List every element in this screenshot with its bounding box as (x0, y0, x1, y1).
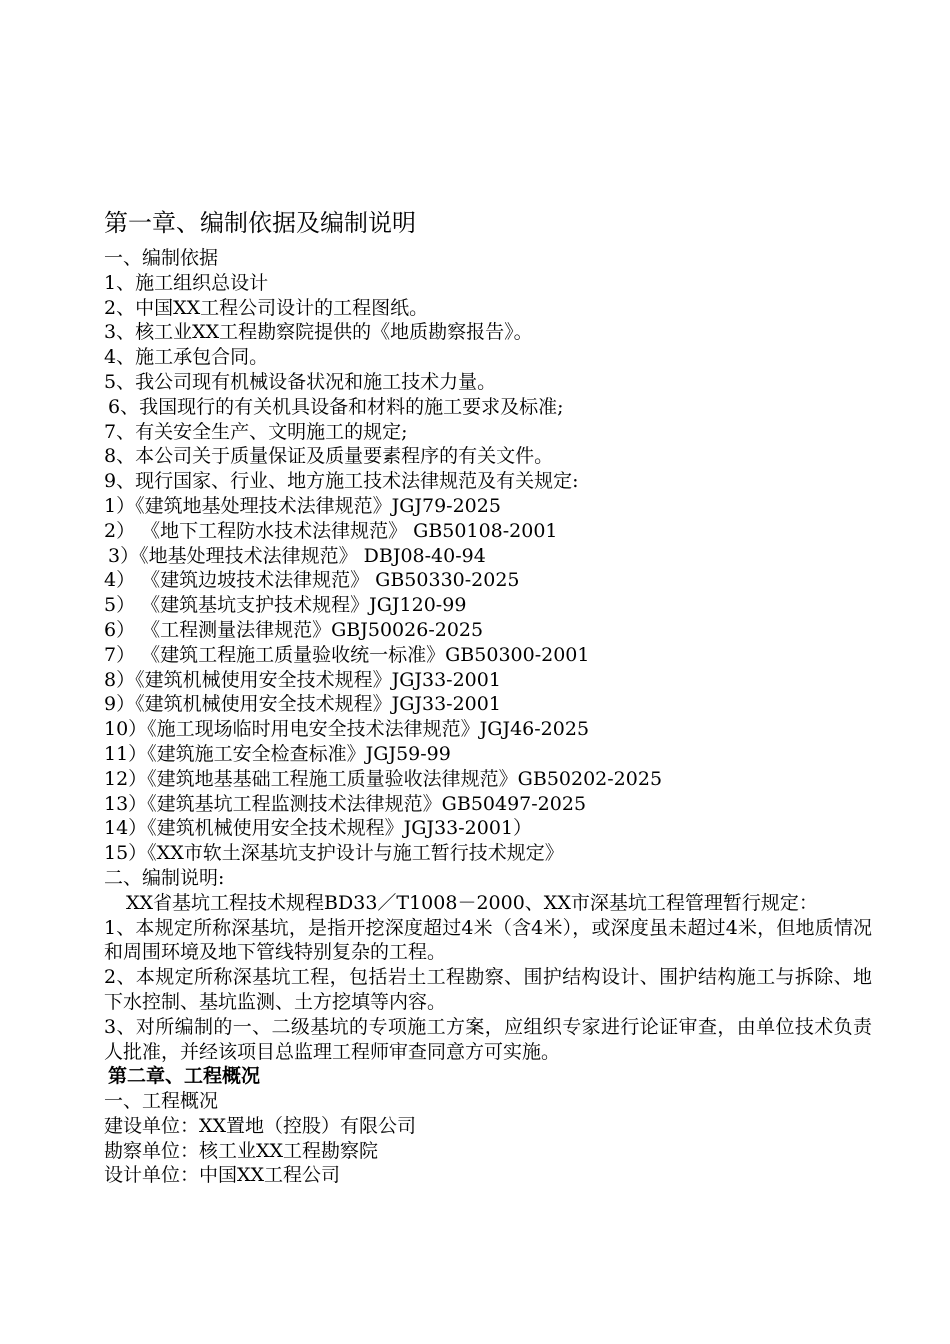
info-line-survey: 勘察单位：核工业XX工程勘察院 (104, 1139, 379, 1162)
section-basis-heading: 一、编制依据 (104, 247, 219, 269)
standard-item: 4） 《建筑边坡技术法律规范》 GB50330-2025 (104, 569, 520, 592)
chapter-1-title: 第一章、编制依据及编制说明 (104, 209, 416, 237)
standard-item: 6） 《工程测量法律规范》GBJ50026-2025 (104, 618, 484, 641)
basis-item: 6、我国现行的有关机具设备和材料的施工要求及标准; (108, 395, 564, 418)
standard-item: 12）《建筑地基基础工程施工质量验收法律规范》GB50202-2025 (104, 767, 663, 790)
section-overview-heading: 一、工程概况 (104, 1090, 219, 1113)
standard-item: 11）《建筑施工安全检查标准》JGJ59-99 (104, 742, 451, 765)
basis-item: 8、本公司关于质量保证及质量要素程序的有关文件。 (104, 445, 554, 468)
standard-item: 8）《建筑机械使用安全技术规程》JGJ33-2001 (104, 668, 501, 691)
explanation-paragraph: 2、本规定所称深基坑工程，包括岩土工程勘察、围护结构设计、围护结构施工与拆除、地下水控制、基坑监测、土方挖填等内容。 (104, 966, 872, 1013)
basis-item: 9、现行国家、行业、地方施工技术法律规范及有关规定: (104, 470, 579, 493)
section-explanation-heading: 二、编制说明: (104, 866, 225, 889)
chapter-2-title: 第二章、工程概况 (108, 1065, 261, 1088)
standard-item: 15）《XX市软土深基坑支护设计与施工暂行技术规定》 (104, 842, 564, 865)
standards-list (104, 494, 872, 866)
basis-item: 3、核工业XX工程勘察院提供的《地质勘察报告》。 (104, 321, 533, 344)
basis-item: 5、我公司现有机械设备状况和施工技术力量。 (104, 370, 497, 393)
basis-list (104, 271, 872, 494)
standard-item: 9）《建筑机械使用安全技术规程》JGJ33-2001 (104, 693, 501, 716)
standard-item: 10）《施工现场临时用电安全技术法律规范》JGJ46-2025 (104, 718, 590, 741)
basis-item: 4、施工承包合同。 (104, 346, 269, 369)
basis-item: 1、施工组织总设计 (104, 271, 269, 294)
standard-item: 7） 《建筑工程施工质量验收统一标准》GB50300-2001 (104, 643, 590, 666)
explanation-intro: XX省基坑工程技术规程BD33／T1008－2000、XX市深基坑工程管理暂行规定： (126, 891, 818, 914)
standard-item: 3）《地基处理技术法律规范》 DBJ08-40-94 (108, 544, 486, 567)
basis-item: 7、有关安全生产、文明施工的规定; (104, 420, 408, 443)
standard-item: 1）《建筑地基处理技术法律规范》JGJ79-2025 (104, 494, 501, 517)
document-page (104, 206, 872, 1188)
standard-item: 2） 《地下工程防水技术法律规范》 GB50108-2001 (104, 519, 558, 542)
standard-item: 13）《建筑基坑工程监测技术法律规范》GB50497-2025 (104, 792, 587, 815)
standard-item: 5） 《建筑基坑支护技术规程》JGJ120-99 (104, 594, 467, 617)
standard-item: 14）《建筑机械使用安全技术规程》JGJ33-2001） (104, 817, 533, 840)
info-line-design: 设计单位：中国XX工程公司 (104, 1164, 341, 1187)
info-line-builder: 建设单位：XX置地（控股）有限公司 (104, 1114, 417, 1137)
explanation-paragraph: 1、本规定所称深基坑，是指开挖深度超过4米（含4米），或深度虽未超过4米，但地质情况和周围环境及地下管线特别复杂的工程。 (104, 916, 872, 964)
explanation-paragraph: 3、对所编制的一、二级基坑的专项施工方案，应组织专家进行论证审查，由单位技术负责人批准，并经该项目总监理工程师审查同意方可实施。 (104, 1015, 872, 1063)
basis-item: 2、中国XX工程公司设计的工程图纸。 (104, 296, 429, 319)
